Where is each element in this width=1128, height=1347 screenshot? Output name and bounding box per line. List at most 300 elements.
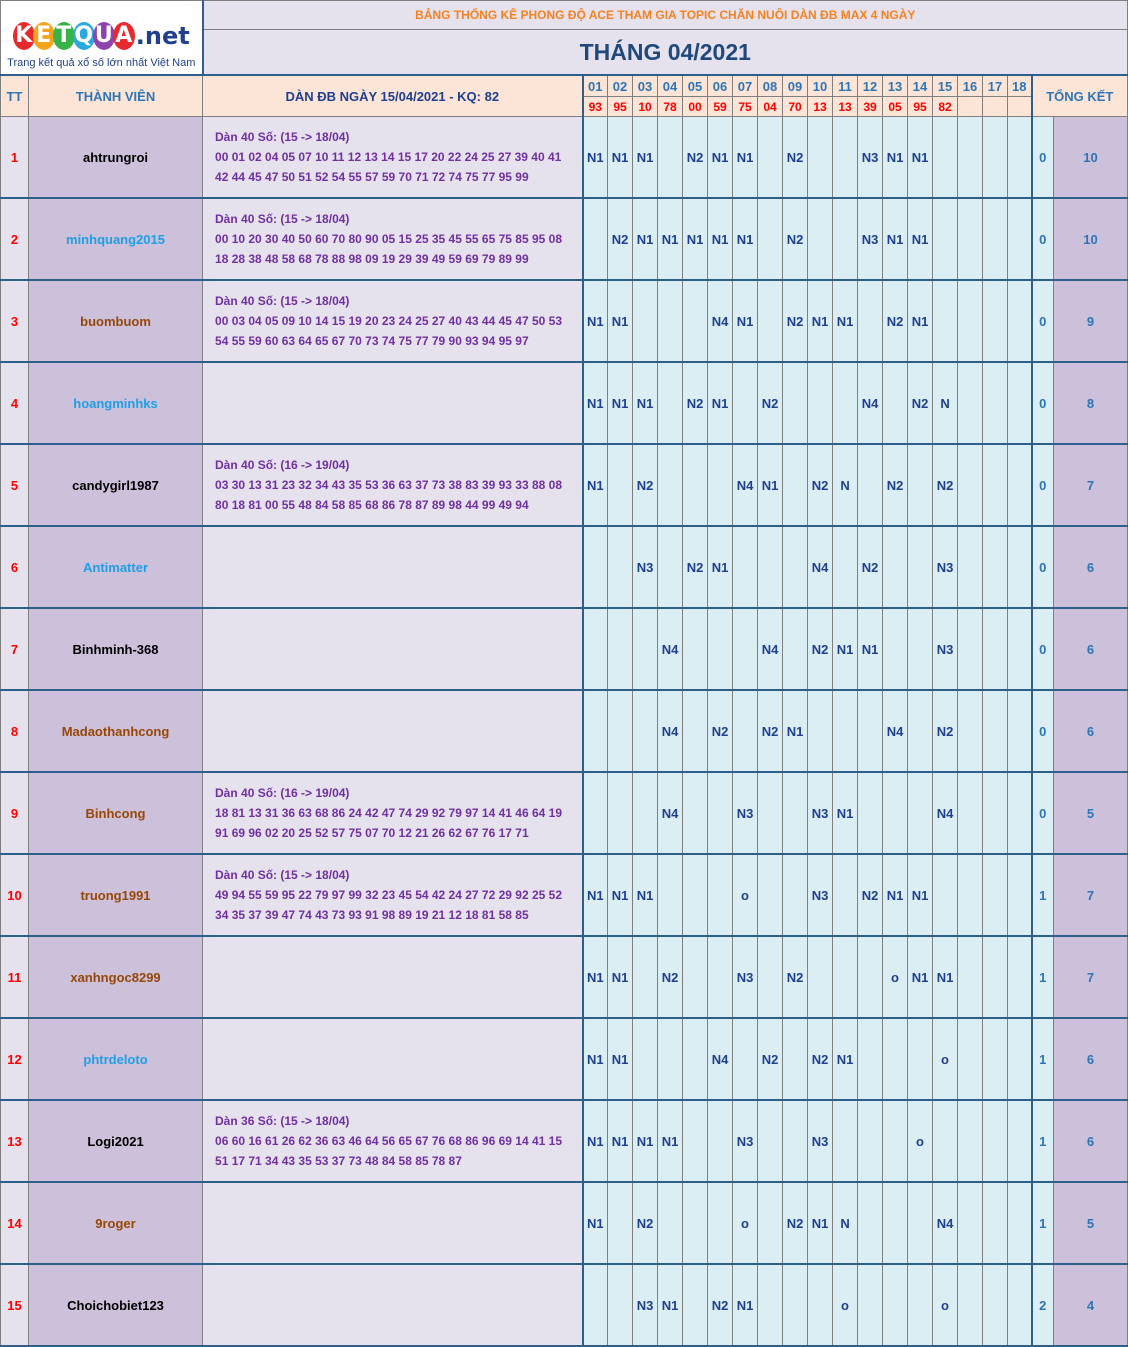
row-number: 7	[1, 608, 29, 690]
day-cell	[733, 526, 758, 608]
row-number: 11	[1, 936, 29, 1018]
day-cell	[833, 526, 858, 608]
dan-numbers	[203, 854, 583, 936]
dan-numbers	[203, 444, 583, 526]
total-count: 0	[1032, 280, 1054, 362]
logo-letter: A	[113, 22, 135, 50]
table-row	[1, 854, 1128, 936]
table-row	[1, 117, 1128, 199]
day-cell	[1008, 772, 1032, 854]
day-header: 11	[833, 75, 858, 97]
day-cell: o	[908, 1100, 933, 1182]
day-cell: N2	[808, 608, 833, 690]
day-cell	[608, 690, 633, 772]
total-count: 1	[1032, 854, 1054, 936]
table-row	[1, 444, 1128, 526]
day-cell: N1	[608, 936, 633, 1018]
day-cell	[908, 526, 933, 608]
day-cell: o	[733, 854, 758, 936]
day-cell: N4	[883, 690, 908, 772]
day-cell	[983, 280, 1008, 362]
day-header: 07	[733, 75, 758, 97]
day-cell: N2	[808, 444, 833, 526]
day-cell	[633, 936, 658, 1018]
row-number: 12	[1, 1018, 29, 1100]
table-row	[1, 772, 1128, 854]
day-cell: N2	[683, 362, 708, 444]
day-cell: N1	[908, 117, 933, 199]
member-name[interactable]: phtrdeloto	[29, 1018, 203, 1100]
total-score: 6	[1054, 690, 1128, 772]
day-cell	[908, 690, 933, 772]
day-cell: N1	[933, 936, 958, 1018]
day-cell: N2	[783, 936, 808, 1018]
day-cell: N4	[708, 1018, 733, 1100]
day-cell: N3	[633, 1264, 658, 1346]
dan-numbers	[203, 280, 583, 362]
day-cell: N1	[908, 280, 933, 362]
dan-line: 00 10 20 30 40 50 60 70 80 90 05 15 25 35 45 55 65 75 85 95 08	[215, 232, 562, 246]
day-cell: N1	[608, 1018, 633, 1100]
day-cell	[858, 1018, 883, 1100]
total-count: 0	[1032, 117, 1054, 199]
day-cell	[958, 608, 983, 690]
member-name[interactable]: buombuom	[29, 280, 203, 362]
day-cell: N1	[658, 1100, 683, 1182]
day-cell	[783, 1018, 808, 1100]
day-cell	[658, 1018, 683, 1100]
day-cell	[733, 1018, 758, 1100]
day-cell	[708, 608, 733, 690]
day-cell	[783, 608, 808, 690]
day-cell: o	[833, 1264, 858, 1346]
day-header: 15	[933, 75, 958, 97]
day-cell	[958, 772, 983, 854]
day-cell	[758, 936, 783, 1018]
day-cell	[783, 1100, 808, 1182]
total-score: 8	[1054, 362, 1128, 444]
day-cell	[908, 772, 933, 854]
day-cell	[1008, 117, 1032, 199]
day-cell	[683, 854, 708, 936]
table-row	[1, 608, 1128, 690]
dan-line: 42 44 45 47 50 51 52 54 55 57 59 70 71 72 74 75 77 95 99	[215, 170, 529, 184]
day-cell: N2	[633, 444, 658, 526]
dan-line: Dàn 40 Số: (15 -> 18/04)	[215, 130, 350, 144]
day-cell	[933, 1100, 958, 1182]
day-cell	[933, 117, 958, 199]
day-header: 06	[708, 75, 733, 97]
day-cell: N1	[758, 444, 783, 526]
day-cell	[733, 362, 758, 444]
day-cell	[683, 1264, 708, 1346]
day-cell: N1	[583, 280, 608, 362]
total-score: 5	[1054, 1182, 1128, 1264]
day-header: 13	[883, 75, 908, 97]
day-cell	[883, 772, 908, 854]
row-number: 6	[1, 526, 29, 608]
day-cell	[608, 526, 633, 608]
day-cell: N3	[808, 854, 833, 936]
day-cell: N3	[858, 198, 883, 280]
day-cell: N4	[658, 608, 683, 690]
day-cell: N1	[608, 362, 633, 444]
day-cell	[708, 936, 733, 1018]
day-cell: N2	[883, 280, 908, 362]
day-cell: N2	[933, 444, 958, 526]
day-cell: o	[933, 1264, 958, 1346]
dan-line: 34 35 37 39 47 74 43 73 93 91 98 89 19 21 12 18 81 58 85	[215, 908, 529, 922]
day-cell	[758, 1182, 783, 1264]
day-cell	[658, 444, 683, 526]
day-cell: N1	[683, 198, 708, 280]
total-count: 1	[1032, 1018, 1054, 1100]
day-cell: N1	[733, 117, 758, 199]
day-header: 09	[783, 75, 808, 97]
logo-tagline: Trang kết quả xổ số lớn nhất Việt Nam	[7, 56, 196, 69]
day-cell: N1	[608, 280, 633, 362]
dan-line: 18 28 38 48 58 68 78 88 98 09 19 29 39 49 59 69 79 89 99	[215, 252, 529, 266]
day-cell	[583, 198, 608, 280]
total-score: 10	[1054, 198, 1128, 280]
day-cell: N1	[633, 117, 658, 199]
day-cell: N4	[933, 772, 958, 854]
day-header: 08	[758, 75, 783, 97]
row-number: 13	[1, 1100, 29, 1182]
table-row	[1, 936, 1128, 1018]
total-count: 0	[1032, 526, 1054, 608]
member-name[interactable]: xanhngoc8299	[29, 936, 203, 1018]
total-score: 10	[1054, 117, 1128, 199]
total-count: 2	[1032, 1264, 1054, 1346]
day-cell: N1	[783, 690, 808, 772]
total-count: 0	[1032, 772, 1054, 854]
day-cell: N2	[783, 198, 808, 280]
day-cell: N2	[783, 1182, 808, 1264]
member-name[interactable]: Madaothanhcong	[29, 690, 203, 772]
day-cell	[758, 526, 783, 608]
day-header: 16	[958, 75, 983, 97]
day-cell: N3	[858, 117, 883, 199]
total-score: 6	[1054, 608, 1128, 690]
day-cell: N3	[808, 772, 833, 854]
day-cell	[683, 690, 708, 772]
dan-numbers	[203, 362, 583, 444]
total-count: 0	[1032, 690, 1054, 772]
dan-line: 80 18 81 00 55 48 84 58 85 68 86 78 87 89 98 44 99 49 94	[215, 498, 529, 512]
dan-numbers	[203, 772, 583, 854]
day-cell: o	[883, 936, 908, 1018]
day-cell: N4	[708, 280, 733, 362]
day-header: 03	[633, 75, 658, 97]
day-cell	[783, 1264, 808, 1346]
day-cell	[683, 1018, 708, 1100]
dan-line: Dàn 40 Số: (15 -> 18/04)	[215, 212, 350, 226]
day-cell: N1	[633, 198, 658, 280]
total-score: 6	[1054, 1100, 1128, 1182]
day-cell	[608, 1264, 633, 1346]
day-cell: N1	[808, 280, 833, 362]
day-cell	[858, 1182, 883, 1264]
day-cell	[933, 198, 958, 280]
month-title: THÁNG 04/2021	[203, 30, 1128, 76]
day-cell: N4	[858, 362, 883, 444]
day-cell: N1	[658, 198, 683, 280]
table-row	[1, 362, 1128, 444]
day-cell	[783, 362, 808, 444]
day-cell	[958, 1018, 983, 1100]
day-cell	[1008, 444, 1032, 526]
day-cell	[983, 526, 1008, 608]
day-cell	[733, 608, 758, 690]
logo-letter: T	[53, 22, 75, 50]
day-cell: N1	[583, 854, 608, 936]
day-cell: N1	[808, 1182, 833, 1264]
day-cell	[808, 936, 833, 1018]
day-result: 95	[608, 97, 633, 117]
day-cell: N1	[708, 526, 733, 608]
day-cell: N3	[633, 526, 658, 608]
header-tt: TT	[1, 75, 29, 117]
dan-numbers	[203, 526, 583, 608]
row-number: 3	[1, 280, 29, 362]
day-result: 93	[583, 97, 608, 117]
day-cell: N2	[908, 362, 933, 444]
day-cell: N1	[733, 1264, 758, 1346]
row-number: 2	[1, 198, 29, 280]
day-cell	[708, 444, 733, 526]
day-cell: N2	[883, 444, 908, 526]
day-cell	[1008, 690, 1032, 772]
dan-line: 00 01 02 04 05 07 10 11 12 13 14 15 17 20 22 24 25 27 39 40 41	[215, 150, 562, 164]
day-cell	[958, 854, 983, 936]
day-cell: N4	[808, 526, 833, 608]
day-cell	[808, 198, 833, 280]
day-result: 59	[708, 97, 733, 117]
day-cell	[758, 1100, 783, 1182]
day-cell	[908, 608, 933, 690]
header-member: THÀNH VIÊN	[29, 75, 203, 117]
day-cell	[958, 362, 983, 444]
day-cell	[883, 362, 908, 444]
logo-mark	[1, 7, 202, 61]
day-cell: N1	[708, 198, 733, 280]
day-cell	[808, 362, 833, 444]
day-cell: N4	[933, 1182, 958, 1264]
day-cell	[983, 690, 1008, 772]
day-cell	[658, 526, 683, 608]
dan-numbers	[203, 1100, 583, 1182]
day-cell	[958, 280, 983, 362]
day-cell: N1	[883, 117, 908, 199]
day-cell	[833, 854, 858, 936]
day-cell	[808, 117, 833, 199]
day-cell	[1008, 1018, 1032, 1100]
day-cell	[683, 1100, 708, 1182]
row-number: 8	[1, 690, 29, 772]
day-cell	[858, 444, 883, 526]
total-score: 7	[1054, 936, 1128, 1018]
day-cell: N1	[708, 362, 733, 444]
member-name[interactable]: 9roger	[29, 1182, 203, 1264]
day-result: 75	[733, 97, 758, 117]
dan-numbers	[203, 690, 583, 772]
day-cell	[1008, 1100, 1032, 1182]
day-cell	[658, 117, 683, 199]
day-cell: N1	[608, 117, 633, 199]
day-cell	[758, 198, 783, 280]
day-cell	[1008, 854, 1032, 936]
day-cell: N1	[708, 117, 733, 199]
day-cell: N4	[733, 444, 758, 526]
day-cell: N2	[933, 690, 958, 772]
dan-line: Dàn 40 Số: (16 -> 19/04)	[215, 786, 350, 800]
day-cell	[983, 444, 1008, 526]
day-result: 13	[833, 97, 858, 117]
total-score: 9	[1054, 280, 1128, 362]
day-cell	[933, 280, 958, 362]
logo-letter: U	[93, 22, 115, 50]
day-result: 39	[858, 97, 883, 117]
day-cell	[883, 1182, 908, 1264]
total-count: 1	[1032, 1100, 1054, 1182]
day-header: 14	[908, 75, 933, 97]
dan-line: 18 81 13 31 36 63 68 86 24 42 47 74 29 92 79 97 14 41 46 64 19	[215, 806, 562, 820]
banner-title: BẢNG THỐNG KÊ PHONG ĐỘ ACE THAM GIA TOPIC CHĂN NUÔI DÀN ĐB MAX 4 NGÀY	[203, 1, 1128, 30]
day-result	[1008, 97, 1032, 117]
total-count: 0	[1032, 198, 1054, 280]
header-total: TỔNG KẾT	[1032, 75, 1128, 117]
day-cell: N2	[608, 198, 633, 280]
day-cell	[708, 1100, 733, 1182]
day-header: 01	[583, 75, 608, 97]
member-name[interactable]: candygirl1987	[29, 444, 203, 526]
day-cell: N2	[808, 1018, 833, 1100]
day-cell	[683, 280, 708, 362]
row-number: 15	[1, 1264, 29, 1346]
dan-numbers	[203, 198, 583, 280]
row-number: 4	[1, 362, 29, 444]
day-cell: N2	[758, 690, 783, 772]
day-cell	[983, 1182, 1008, 1264]
dan-line: 54 55 59 60 63 64 65 67 70 73 74 75 77 79 90 93 94 95 97	[215, 334, 529, 348]
day-cell	[633, 608, 658, 690]
day-cell	[858, 690, 883, 772]
member-name[interactable]: Binhminh-368	[29, 608, 203, 690]
total-count: 0	[1032, 444, 1054, 526]
member-name[interactable]: minhquang2015	[29, 198, 203, 280]
day-cell	[708, 772, 733, 854]
day-cell	[858, 936, 883, 1018]
logo[interactable]	[1, 1, 203, 76]
total-score: 7	[1054, 854, 1128, 936]
day-cell	[633, 772, 658, 854]
day-cell	[983, 198, 1008, 280]
day-cell	[1008, 198, 1032, 280]
day-cell: N1	[733, 280, 758, 362]
day-cell: N1	[633, 854, 658, 936]
dan-line: 91 69 96 02 20 25 52 57 75 07 70 12 21 26 62 67 76 17 71	[215, 826, 529, 840]
day-cell	[583, 772, 608, 854]
day-cell: N2	[783, 280, 808, 362]
day-cell	[658, 1182, 683, 1264]
total-score: 6	[1054, 1018, 1128, 1100]
dan-line: Dàn 40 Số: (15 -> 18/04)	[215, 294, 350, 308]
dan-line: 51 17 71 34 43 35 53 37 73 48 84 58 85 78 87	[215, 1154, 462, 1168]
day-cell: N1	[858, 608, 883, 690]
day-cell	[808, 1264, 833, 1346]
day-cell	[983, 1264, 1008, 1346]
day-cell	[1008, 1264, 1032, 1346]
day-cell	[608, 444, 633, 526]
member-name[interactable]: Logi2021	[29, 1100, 203, 1182]
dan-line: Dàn 36 Số: (15 -> 18/04)	[215, 1114, 350, 1128]
logo-suffix: .net	[135, 21, 190, 50]
day-cell: N	[833, 444, 858, 526]
dan-line: 49 94 55 59 95 22 79 97 99 32 23 45 54 42 24 27 72 29 92 25 52	[215, 888, 562, 902]
day-cell: N3	[933, 608, 958, 690]
day-cell: N2	[758, 1018, 783, 1100]
day-cell	[958, 936, 983, 1018]
day-cell: N3	[808, 1100, 833, 1182]
day-cell	[858, 280, 883, 362]
day-cell: N	[833, 1182, 858, 1264]
day-cell	[983, 1018, 1008, 1100]
day-cell	[658, 362, 683, 444]
member-name[interactable]: Choichobiet123	[29, 1264, 203, 1346]
total-score: 7	[1054, 444, 1128, 526]
day-cell	[608, 608, 633, 690]
day-cell	[983, 772, 1008, 854]
day-cell	[608, 772, 633, 854]
day-cell	[683, 772, 708, 854]
day-cell	[583, 690, 608, 772]
table-row	[1, 1100, 1128, 1182]
member-name[interactable]: ahtrungroi	[29, 117, 203, 199]
member-name[interactable]: Binhcong	[29, 772, 203, 854]
day-cell: N2	[758, 362, 783, 444]
day-header: 05	[683, 75, 708, 97]
day-cell	[683, 936, 708, 1018]
day-cell: N1	[833, 608, 858, 690]
day-cell	[758, 772, 783, 854]
dan-line: Dàn 40 Số: (15 -> 18/04)	[215, 868, 350, 882]
day-cell	[708, 854, 733, 936]
day-cell	[983, 854, 1008, 936]
day-cell	[658, 280, 683, 362]
day-cell	[783, 526, 808, 608]
member-name[interactable]: truong1991	[29, 854, 203, 936]
day-cell	[808, 690, 833, 772]
member-name[interactable]: Antimatter	[29, 526, 203, 608]
day-cell	[883, 1264, 908, 1346]
day-cell: N4	[658, 690, 683, 772]
day-cell: N1	[883, 198, 908, 280]
day-header: 10	[808, 75, 833, 97]
day-cell: N1	[583, 117, 608, 199]
day-cell	[883, 526, 908, 608]
day-cell	[758, 1264, 783, 1346]
day-cell: N1	[833, 280, 858, 362]
day-cell: N1	[833, 1018, 858, 1100]
day-cell	[1008, 526, 1032, 608]
day-cell	[958, 1182, 983, 1264]
member-name[interactable]: hoangminhks	[29, 362, 203, 444]
day-cell: N2	[633, 1182, 658, 1264]
day-cell	[1008, 280, 1032, 362]
day-result: 82	[933, 97, 958, 117]
row-number: 5	[1, 444, 29, 526]
